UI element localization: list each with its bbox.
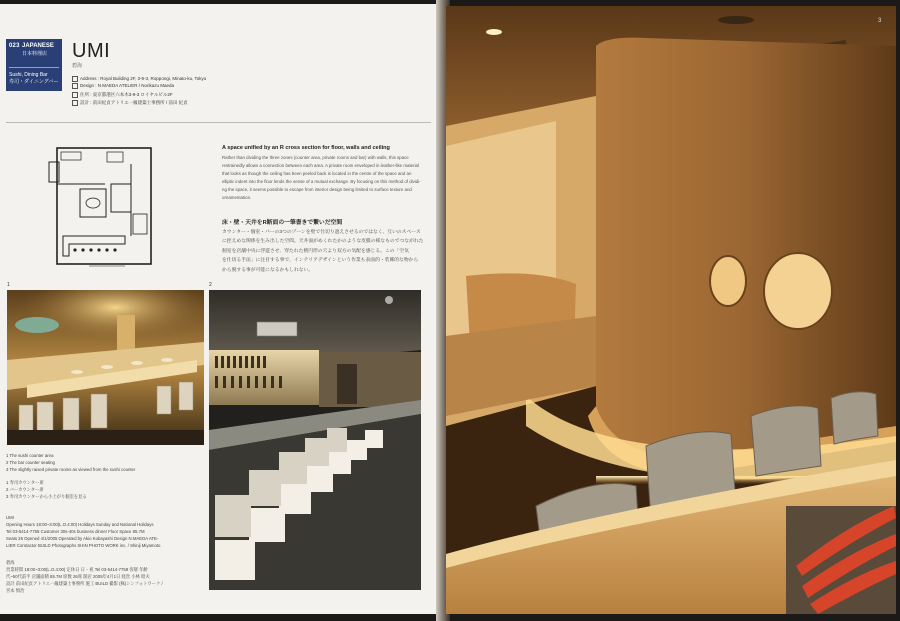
- article-body-4: elliptic indent into the floor lends the sense of a mutual exchange. By focusing on this method of dividi-: [222, 179, 421, 184]
- article-body-1: Rather than dividing the three zones (counter area, private rooms and bar) with walls, this space: [222, 155, 409, 160]
- caption-en: 1 The sushi counter area 2 The bar counter seating 3 The slightly raised private rooms as viewed from the sushi counter: [6, 453, 136, 472]
- page-title: UMI: [72, 40, 111, 62]
- photo-bar-counter: [209, 290, 421, 590]
- page-number: 3: [878, 18, 882, 24]
- photo-sushi-counter: [7, 290, 204, 445]
- info-design-jp: 設計 : 前田紀貞アトリエ一級建築士事務所 / 前田 紀貞: [72, 100, 188, 106]
- floor-plan: [45, 144, 163, 272]
- left-page: [0, 4, 440, 614]
- photo-1-label: 1: [7, 282, 10, 288]
- category-badge: [6, 39, 62, 91]
- header-rule: [6, 122, 431, 123]
- photo-2-label: 2: [209, 282, 212, 288]
- info-design: Design : N MAEDA ATELIER / Norikazu Maeda: [72, 83, 174, 89]
- badge-category-jp: 日本料理店: [22, 51, 48, 57]
- article-body-5: ng the space, it seems possible to escape from interior design being limited to surface texture and: [222, 187, 412, 192]
- badge-subcategory: Sushi, Dining Bar 寿司・ダイニングバー: [9, 72, 59, 85]
- badge-code: 023: [9, 43, 20, 49]
- article-body-jp: カウンター・個室・バーの3つのゾーンを壁で仕切り遮えさせるのではなく、互いのスペース に控えめな関係を生み出した空間。天井面がめくれたかのような皮膜の様なものでつながれた 個室を店舗中央に浮遊させ、穿たれた楕円形の穴より双方の気配を感じる。この「空気 を仕切る手法」に注目する事で、インテリアデザインという作業も表面的・装飾的な物から から脱する事が可能になるかもしれない。: [222, 230, 424, 273]
- facts-en: UMI Opening Hours 18:00~3:00(L.O.4:00) Holidays Sunday and National Holidays Tel 03-5414-7758 Customer 30s-40s business dinner Floor Space 85.7M Seats 26 Opened 4/1/2005 Operated by Akio Kobayashi Design N.MAEDA ATE- LIER Contractor BUILD Photographs SHIN PHOTO WORK inc. / Shinji Miyamoto: [6, 515, 161, 548]
- facts-jp: 碧海 営業時間 18:00~3:00(L.O.4:00) 定休日 日・祝 Tel 03-5414-7758 客層 年齢 代~50代前半 店舗面積 85.7M 席数 26席 開店 2005年4月1日 経営 小林 昭夫 設計 前田紀貞アトリエ一級建築士事務所 施工 BUILD 撮影 (株)シンフォトワーク / 宮本 慎治: [6, 560, 163, 593]
- photo-private-room: [446, 6, 896, 614]
- info-address-jp: 住所 : 東京都港区六本木3-9-3 ロイヤルビル2F: [72, 92, 173, 98]
- badge-category: JAPANESE: [22, 43, 54, 49]
- article-body-3: that looks as though the ceiling has been peeled back is located in the centre of the space and an: [222, 171, 412, 176]
- article-body-6: ornamentation.: [222, 195, 252, 200]
- badge-divider: [9, 67, 59, 68]
- article-body-2: restrainedly allows a connection between each area. A private room enveloped in leather-like material: [222, 163, 419, 168]
- article-heading: A space unified by an R cross section for floor, walls and ceiling: [222, 145, 390, 151]
- caption-jp: 1 寿司カウンター席 2 バーカウンター席 3 寿司カウンターから小上がり個室を見る: [6, 480, 87, 499]
- page-title-jp: 碧海: [72, 63, 83, 69]
- article-heading-jp: 床・壁・天井をR断面の一筆書きで繋いだ空間: [222, 220, 343, 226]
- info-address: Address : Royal Building 2F, 3-9-3, Roppongi, Minato-ku, Tokyo: [72, 76, 206, 82]
